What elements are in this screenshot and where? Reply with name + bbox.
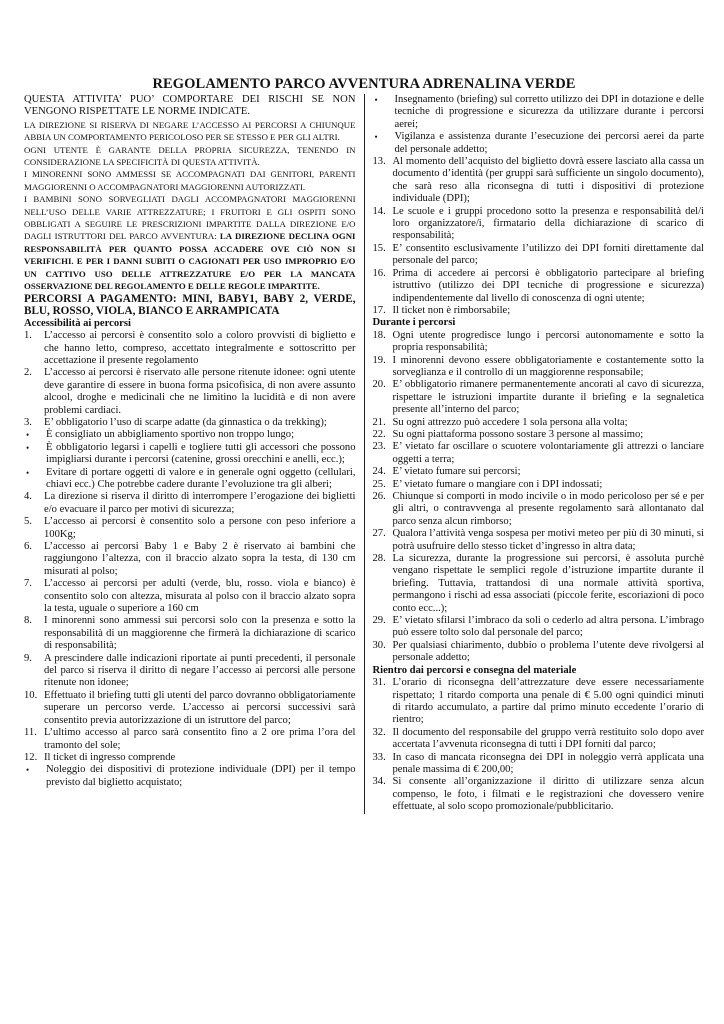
- rule-text: Su ogni piattaforma possono sostare 3 persone al massimo;: [392, 428, 644, 440]
- rule-number: 9.: [24, 652, 32, 664]
- intro-user-safety: OGNI UTENTE È GARANTE DELLA PROPRIA SICUREZZA, TENENDO IN CONSIDERAZIONE LA SPECIFICITÀ DI QUESTA ATTIVITÀ.: [24, 144, 356, 168]
- rule-number: 13.: [372, 156, 386, 168]
- rule-number: 17.: [372, 304, 386, 316]
- rule-item: [373, 206, 705, 243]
- rule-number: 31.: [372, 677, 386, 689]
- rule-number: 23.: [372, 441, 386, 453]
- rule-text: L’accesso ai percorsi per adulti (verde, blu, rosso. viola e bianco) è consentito solo con altezza, misurata al polso con il braccio alzato sopra la testa, uguale o superiore a 160 cm: [44, 578, 356, 615]
- rule-number: 15.: [372, 242, 386, 254]
- intro-warning: QUESTA ATTIVITA’ PUO’ COMPORTARE DEI RISCHI SE NON VENGONO RISPETTATE LE NORME INDICATE.: [24, 94, 356, 118]
- intro-direction-rights: LA DIREZIONE SI RISERVA DI NEGARE L’ACCESSO AI PERCORSI A CHIUNQUE ABBIA UN COMPORTAMENTO PERICOLOSO PER SE STESSO E PER GLI ALTRI.: [24, 119, 356, 143]
- rule-text: Si consente all’organizzazione il diritto di utilizzare senza alcun compenso, le foto, i filmati e le registrazioni che dovessero venire effettuate, al solo scopo promozionale/pubblicitario.: [392, 776, 704, 813]
- rule-text: E’ obbligatorio rimanere permanentemente ancorati al cavo di sicurezza, rispettare le istruzioni impartite durante il briefing e la segnaletica presente all’interno del parco;: [392, 379, 704, 416]
- rule-item: [373, 429, 705, 441]
- rule-number: 3.: [24, 416, 32, 428]
- rule-item: [373, 479, 705, 491]
- bullet-marker: •: [26, 467, 30, 478]
- bullet-item: [373, 131, 705, 156]
- rule-text: Per qualsiasi chiarimento, dubbio o problema l’utente deve rivolgersi al personale addetto;: [392, 639, 704, 664]
- subheading-accessibility: Accessibilità ai percorsi: [24, 317, 131, 329]
- document-title: REGOLAMENTO PARCO AVVENTURA ADRENALINA VERDE: [152, 76, 576, 92]
- rule-number: 1.: [24, 330, 32, 342]
- rule-number: 8.: [24, 615, 32, 627]
- rule-item: [24, 367, 356, 417]
- rule-text: E’ vietato fumare o mangiare con i DPI indossati;: [392, 478, 603, 490]
- regulation-page: [24, 76, 704, 814]
- rule-item: [373, 268, 705, 305]
- bullet-marker: •: [26, 765, 30, 776]
- rules-list-right-c: [373, 677, 705, 813]
- rule-item: [373, 417, 705, 429]
- intro-minors: I MINORENNI SONO AMMESSI SE ACCOMPAGNATI DAI GENITORI, PARENTI MAGGIORENNI O ACCOMPAGNATORI MAGGIORENNI AUTORIZZATI.: [24, 169, 356, 192]
- rule-text: Prima di accedere ai percorsi è obbligatorio partecipare al briefing istruttivo (utilizzo dei DPI tecniche di progressione e sicurezza) indipendentemente dal livello di conoscenza di ogni utente;: [392, 267, 704, 304]
- rule-text: Vigilanza e assistenza durante l’esecuzione dei percorsi aerei da parte del personale addetto;: [394, 131, 704, 155]
- section-paid-routes: PERCORSI A PAGAMENTO: MINI, BABY1, BABY 2, VERDE, BLU, ROSSO, VIOLA, BIANCO E ARRAMPICATA: [24, 292, 356, 318]
- rule-number: 19.: [372, 354, 386, 366]
- rule-item: [373, 441, 705, 466]
- rule-number: 24.: [372, 466, 386, 478]
- rule-text: I minorenni sono ammessi sui percorsi solo con la presenza e sotto la responsabilità di un maggiorenne che firmerà la dichiarazione di scarico di responsabilità;: [44, 615, 356, 652]
- rule-number: 12.: [24, 751, 38, 763]
- bullet-marker: •: [374, 95, 378, 105]
- intro-children: [24, 193, 356, 292]
- rule-number: 5.: [24, 516, 32, 528]
- left-column: [24, 94, 364, 814]
- rule-item: [24, 491, 356, 516]
- rule-text: E’ obbligatorio l’uso di scarpe adatte (da ginnastica o da trekking);: [44, 416, 327, 428]
- rule-number: 29.: [372, 615, 386, 627]
- bullet-item: [24, 467, 356, 492]
- rule-text: E’ vietato fumare sui percorsi;: [392, 466, 521, 478]
- right-column: [364, 94, 705, 814]
- rules-list-left: [24, 330, 356, 789]
- rule-item: [373, 491, 705, 528]
- rule-text: Insegnamento (briefing) sul corretto utilizzo dei DPI in dotazione e delle tecniche di progressione e sicurezza da utilizzare durante i percorsi aerei;: [394, 94, 704, 130]
- rule-text: L’ultimo accesso al parco sarà consentito fino a 2 ore prima l’ora del tramonto del sole;: [44, 727, 356, 751]
- rule-number: 34.: [372, 776, 386, 788]
- rule-text: E’ consentito esclusivamente l’utilizzo dei DPI forniti direttamente dal personale del parco;: [392, 242, 704, 267]
- rule-item: [373, 677, 705, 727]
- rule-item: [373, 355, 705, 380]
- rule-text: E’ vietato far oscillare o scuotere volontariamente gli attrezzi o lanciare oggetti a terra;: [392, 441, 704, 465]
- rule-item: [373, 640, 705, 665]
- rule-number: 25.: [372, 478, 386, 490]
- rule-text: È obbligatorio legarsi i capelli e togliere tutti gli accessori che possono impigliarsi durante i percorsi (catenine, grossi orecchini e anelli, ecc.);: [46, 441, 356, 466]
- subheading-return: Rientro dai percorsi e consegna del materiale: [372, 664, 577, 676]
- rule-text: Noleggio dei dispositivi di protezione individuale (DPI) per il tempo previsto dal biglietto acquistato;: [46, 764, 356, 788]
- bullet-marker: •: [26, 430, 30, 441]
- rule-number: 16.: [372, 267, 386, 279]
- rule-text: Evitare di portare oggetti di valore e in generale ogni oggetto (cellulari, chiavi ecc.) Che potrebbe cadere durante l’evoluzione tra gli alberi;: [46, 466, 356, 490]
- rule-item: [373, 615, 705, 640]
- rules-list-right-b: [373, 330, 705, 665]
- rule-item: [24, 653, 356, 690]
- rule-number: 21.: [372, 416, 386, 428]
- rule-text: È consigliato un abbigliamento sportivo non troppo lungo;: [46, 429, 295, 441]
- rule-item: [24, 615, 356, 652]
- rule-number: 28.: [372, 553, 386, 565]
- rule-item: [373, 727, 705, 752]
- rule-text: I minorenni devono essere obbligatoriamente e costantemente sotto la sorveglianza e il controllo di un maggiorenne responsabile;: [392, 354, 704, 378]
- rule-item: [24, 330, 356, 367]
- rule-text: La direzione si riserva il diritto di interrompere l’erogazione dei biglietti e/o evacuare il parco per motivi di sicurezza;: [44, 491, 356, 515]
- rule-text: Chiunque si comporti in modo incivile o in modo pericoloso per sé e per gli altri, o contravvenga al presente regolamento sarà allontanato dal parco senza alcun rimborso;: [392, 491, 704, 527]
- rule-item: [24, 752, 356, 764]
- rule-number: 20.: [372, 379, 386, 391]
- rule-number: 27.: [372, 528, 386, 540]
- bullet-item: [24, 764, 356, 789]
- rule-number: 11.: [24, 727, 37, 739]
- rules-list-right-a: [373, 94, 705, 317]
- rule-text: L’accesso ai percorsi è consentito solo a persone con peso inferiore a 100Kg;: [44, 516, 356, 540]
- rule-text: L’orario di riconsegna dell’attrezzature deve essere necessariamente rispettato; 1 ritardo comporta una penale di € 5.00 ogni quindici minuti di ritardo accumulato, a partire dal primo minuto eccedente l’orario di rientro;: [392, 677, 704, 726]
- bullet-item: [373, 94, 705, 131]
- rule-item: [373, 379, 705, 416]
- rule-item: [24, 516, 356, 541]
- rule-item: [373, 330, 705, 355]
- rule-item: [373, 553, 705, 615]
- rule-item: [24, 690, 356, 727]
- rule-number: 30.: [372, 639, 386, 651]
- intro-disclaimer: LA DIREZIONE DECLINA OGNI RESPONSABILITÀ PER QUANTO POSSA ACCADERE OVE CIÒ NON SI VERIFICHI. E PER I DANNI SUBITI O CAGIONATI PER USO IMPROPRIO E/O UN CATTIVO USO DELLE ATTREZZATURE E/O PER LA MANCATA OSSERVAZIONE DEL REGOLAMENTO E DELLE REGOLE IMPARTITE.: [24, 231, 356, 292]
- rule-number: 26.: [372, 491, 386, 502]
- rule-item: [373, 466, 705, 478]
- rule-text: Il ticket non è rimborsabile;: [392, 304, 511, 316]
- rule-text: Al momento dell’acquisto del biglietto dovrà essere lasciato alla cassa un documento d’identità (per gruppi sarà sufficiente un singolo documento), che sarà reso alla riconsegna di tutti i dispositivi di protezione individuale (DPI);: [392, 156, 704, 205]
- rule-number: 7.: [24, 578, 32, 590]
- rule-item: [373, 305, 705, 317]
- rule-number: 32.: [372, 726, 386, 738]
- rule-text: L’accesso ai percorsi è riservato alle persone ritenute idonee: ogni utente deve garantire di essere in buona forma psicofisica, di non avere assunto alcool, droghe e medicinali che ne limitino la lucidità e di non avere problemi cardiaci.: [44, 367, 356, 416]
- rule-number: 2.: [24, 367, 32, 379]
- subheading-during: Durante i percorsi: [372, 317, 456, 329]
- rule-text: In caso di mancata riconsegna dei DPI in noleggio verrà applicata una penale massima di € 200,00;: [392, 751, 704, 775]
- rule-text: Il ticket di ingresso comprende: [44, 751, 176, 763]
- two-column-body: [24, 94, 704, 814]
- rule-number: 10.: [24, 689, 38, 701]
- rule-item: [373, 776, 705, 813]
- rule-text: Effettuato il briefing tutti gli utenti del parco dovranno obbligatoriamente superare un percorso verde. L’accesso ai percorsi successivi sarà consentito previa autorizzazione di un istruttore del parco;: [44, 689, 356, 726]
- rule-text: Ogni utente progredisce lungo i percorsi autonomamente e sotto la propria responsabilità;: [392, 329, 704, 354]
- rule-item: [373, 752, 705, 777]
- rule-number: 18.: [372, 329, 386, 341]
- rule-item: [24, 727, 356, 752]
- rule-item: [24, 578, 356, 615]
- rule-number: 6.: [24, 541, 32, 552]
- rule-text: Il documento del responsabile del gruppo verrà restituito solo dopo aver accertata l’avvenuta riconsegna di tutti i DPI forniti dal parco;: [392, 726, 704, 751]
- rule-number: 4.: [24, 491, 32, 503]
- rule-item: [24, 417, 356, 429]
- rule-text: L’accesso ai percorsi Baby 1 e Baby 2 è riservato ai bambini che raggiungono l’altezza, con il braccio alzato sopra la testa, di 130 cm misurati al polso;: [44, 541, 356, 577]
- bullet-item: [24, 442, 356, 467]
- rule-number: 33.: [372, 751, 386, 763]
- rule-text: E’ vietato sfilarsi l’imbraco da soli o cederlo ad altra persona. L’imbrago può essere tolto solo dal personale del parco;: [392, 615, 704, 639]
- rule-text: A prescindere dalle indicazioni riportate ai punti precedenti, il personale del parco si riserva il diritto di negare l’accesso ai percorsi alle persone ritenute non idonee;: [44, 652, 356, 689]
- rule-item: [373, 156, 705, 206]
- bullet-item: [24, 429, 356, 441]
- rule-text: Qualora l’attività venga sospesa per motivi meteo per più di 30 minuti, si potrà usufruire dello stesso ticket d’ingresso in altra data;: [392, 528, 704, 552]
- bullet-marker: •: [374, 132, 378, 143]
- rule-item: [373, 528, 705, 553]
- bullet-marker: •: [26, 442, 30, 453]
- rule-item: [24, 541, 356, 578]
- rule-number: 22.: [372, 428, 386, 440]
- rule-text: Le scuole e i gruppi procedono sotto la presenza e responsabilità del/i loro organizzatore/i, firmatario della dichiarazione di scarico di responsabilità;: [392, 205, 704, 242]
- intro-children-text: I BAMBINI SONO SORVEGLIATI DAGLI ACCOMPAGNATORI MAGGIORENNI NELL’USO DELLE VARIE ATTREZZATURE; I FRUITORI E GLI OSPITI SONO OBBLIGATI A SEGUIRE LE PRESCRIZIONI IMPARTITE DALLA DIREZIONE E/O DAGLI ISTRUTTORI DEL PARCO AVVENTURA:: [24, 194, 356, 242]
- rule-text: L’accesso ai percorsi è consentito solo a coloro provvisti di biglietto e che hanno letto, compreso, accettato integralmente e sottoscritto per accettazione il presente regolamento: [44, 330, 356, 366]
- rule-text: La sicurezza, durante la progressione sui percorsi, è assoluta purchè vengano rispettate le semplici regole d’istruzione impartite durante il briefing. Tuttavia, trattandosi di una normale attività sportiva, permangono i rischi ad essa associati (piccole ferite, escoriazioni di poco conto ecc...);: [392, 553, 704, 614]
- rule-number: 14.: [372, 205, 386, 217]
- rule-item: [373, 243, 705, 268]
- rule-text: Su ogni attrezzo può accedere 1 sola persona alla volta;: [392, 416, 628, 428]
